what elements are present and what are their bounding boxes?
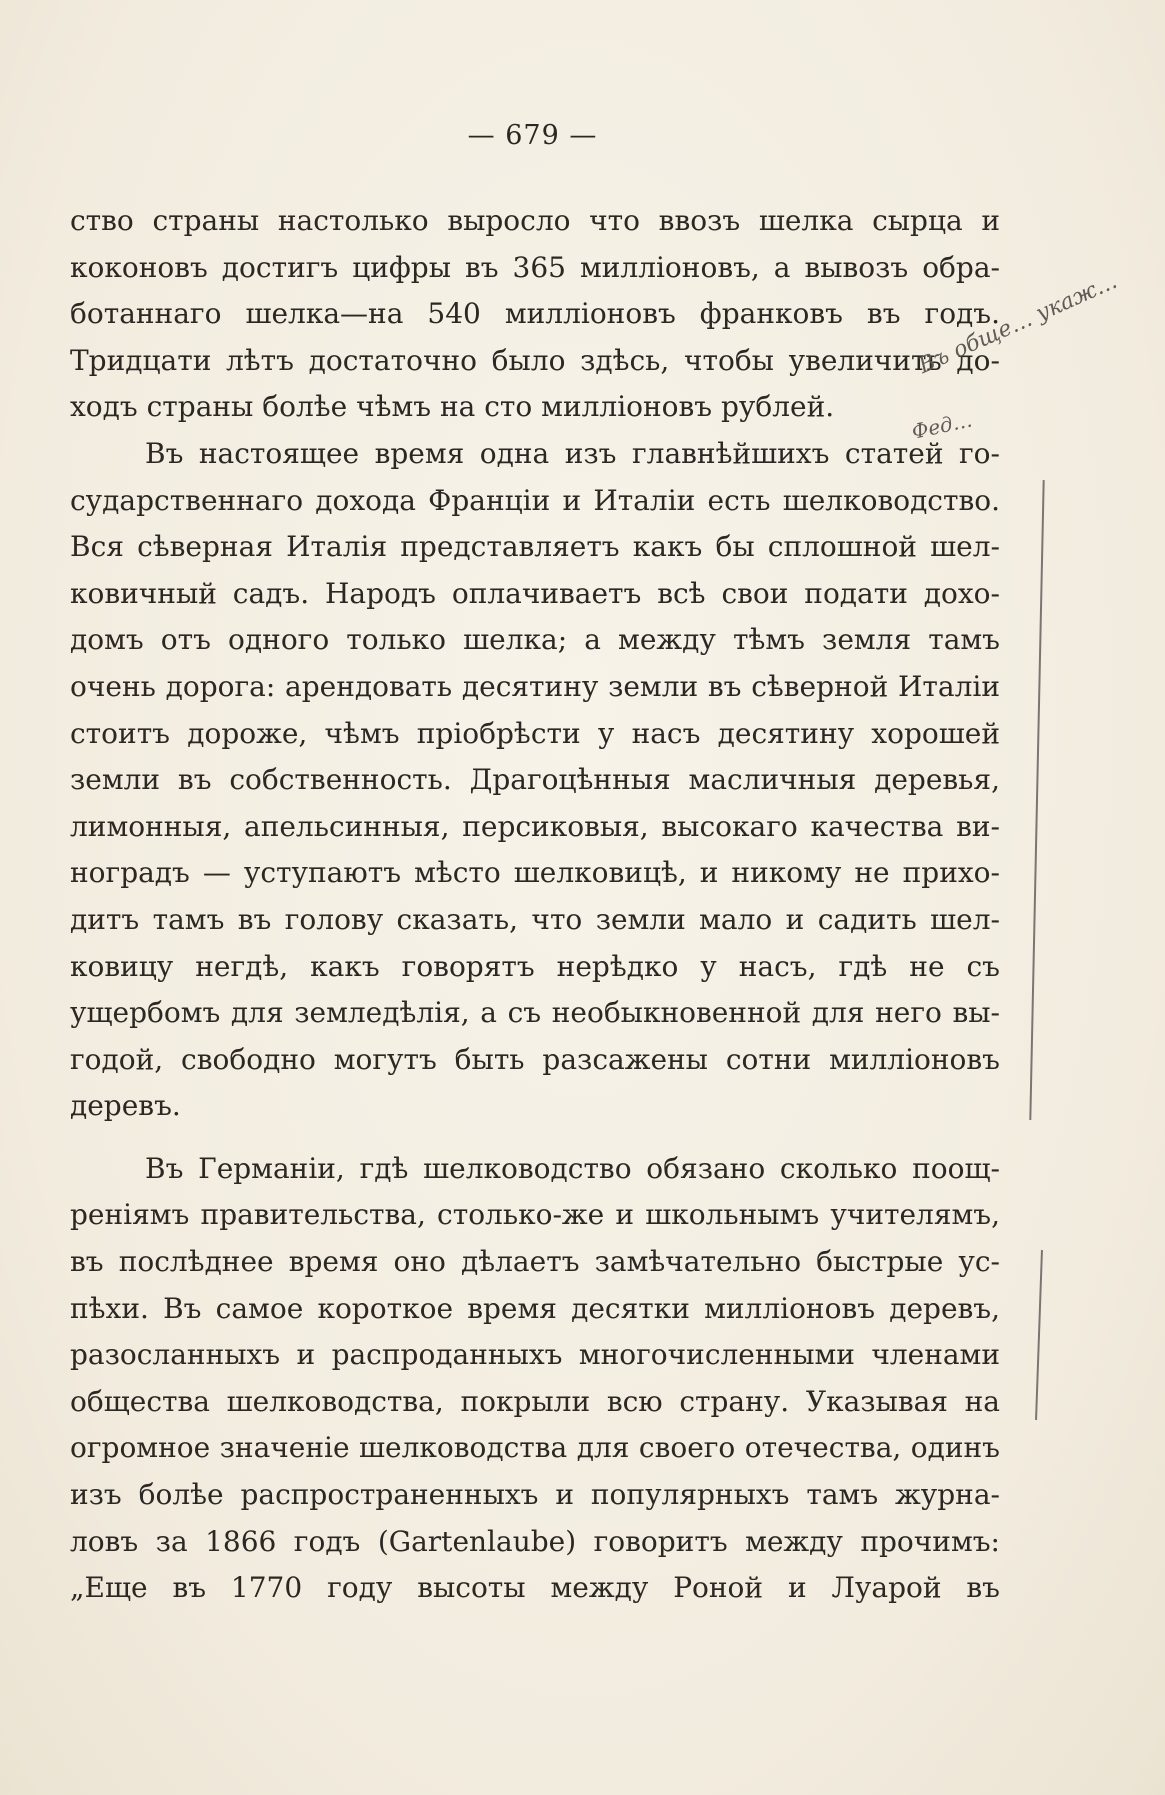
text-line: домъ отъ одного только шелка; а между тѣмъ земля тамъ xyxy=(70,623,1000,657)
text-line: Въ Германіи, гдѣ шелководство обязано сколько поощ- xyxy=(145,1151,1000,1185)
handwritten-note: Въ обще… укаж… xyxy=(914,268,1122,379)
paragraph-3 xyxy=(70,1146,1000,1612)
paragraph-2 xyxy=(70,431,1000,1130)
paragraph-1 xyxy=(70,198,1000,431)
text-line: ковицу негдѣ, какъ говорятъ нерѣдко у насъ, гдѣ не съ xyxy=(70,949,1000,983)
text-line: ство страны настолько выросло что ввозъ шелка сырца и xyxy=(70,204,1000,237)
text-line: общества шелководства, покрыли всю страну. Указывая на xyxy=(70,1384,1000,1418)
text-line: Вся сѣверная Италія представляетъ какъ бы сплошной шел- xyxy=(70,530,1000,564)
text-body xyxy=(70,198,1000,1612)
text-line: огромное значеніе шелководства для своего отечества, одинъ xyxy=(70,1431,1000,1465)
text-line: разосланныхъ и распроданныхъ многочисленными членами xyxy=(70,1338,1000,1372)
text-line: ходъ страны болѣе чѣмъ на сто милліоновъ рублей. xyxy=(70,390,835,424)
text-line: ущербомъ для земледѣлія, а съ необыкновенной для него вы- xyxy=(70,996,1000,1030)
text-line: ковичный садъ. Народъ оплачиваетъ всѣ свои подати дохо- xyxy=(70,576,1000,610)
text-line: стоитъ дороже, чѣмъ пріобрѣсти у насъ десятину хорошей xyxy=(70,716,1000,750)
text-line: ботаннаго шелка—на 540 милліоновъ франковъ въ годъ. xyxy=(70,297,1000,331)
handwritten-note: Фед… xyxy=(909,407,975,444)
text-line: изъ болѣе распространенныхъ и популярныхъ тамъ журна- xyxy=(70,1478,1000,1512)
text-line: земли въ собственность. Драгоцѣнныя масличныя деревья, xyxy=(70,763,1000,797)
paragraph-gap xyxy=(70,1130,1000,1146)
text-line: въ послѣднее время оно дѣлаетъ замѣчательно быстрые ус- xyxy=(70,1245,1000,1279)
text-line: „Еще въ 1770 году высоты между Роной и Луарой въ xyxy=(70,1571,1000,1605)
text-line: деревъ. xyxy=(70,1089,181,1123)
margin-bracket-line xyxy=(1035,1250,1042,1420)
margin-bracket-line xyxy=(1029,480,1044,1120)
text-line: очень дорога: арендовать десятину земли въ сѣверной Италіи xyxy=(70,669,1000,703)
text-line: Въ настоящее время одна изъ главнѣйшихъ статей го- xyxy=(145,436,1000,470)
text-line: пѣхи. Въ самое короткое время десятки милліоновъ деревъ, xyxy=(70,1291,1000,1325)
text-line: годой, свободно могутъ быть разсажены сотни милліоновъ xyxy=(70,1042,1000,1076)
text-line: дитъ тамъ въ голову сказать, что земли мало и садить шел- xyxy=(70,902,1000,936)
text-line: сударственнаго дохода Франціи и Италіи есть шелководство. xyxy=(70,483,1000,517)
text-line: реніямъ правительства, столько-же и школьнымъ учителямъ, xyxy=(70,1198,1000,1232)
text-line: коконовъ достигъ цифры въ 365 милліоновъ, а вывозъ обра- xyxy=(70,250,1000,284)
text-line: лимонныя, апельсинныя, персиковыя, высокаго качества ви- xyxy=(70,809,1000,843)
text-line: Тридцати лѣтъ достаточно было здѣсь, чтобы увеличить до- xyxy=(70,343,1000,377)
text-line: ноградъ — уступаютъ мѣсто шелковицѣ, и никому не прихо- xyxy=(70,856,1000,890)
text-line: ловъ за 1866 годъ (Gartenlaube) говоритъ между прочимъ: xyxy=(70,1524,1000,1558)
page-number: — 679 — xyxy=(467,120,598,151)
